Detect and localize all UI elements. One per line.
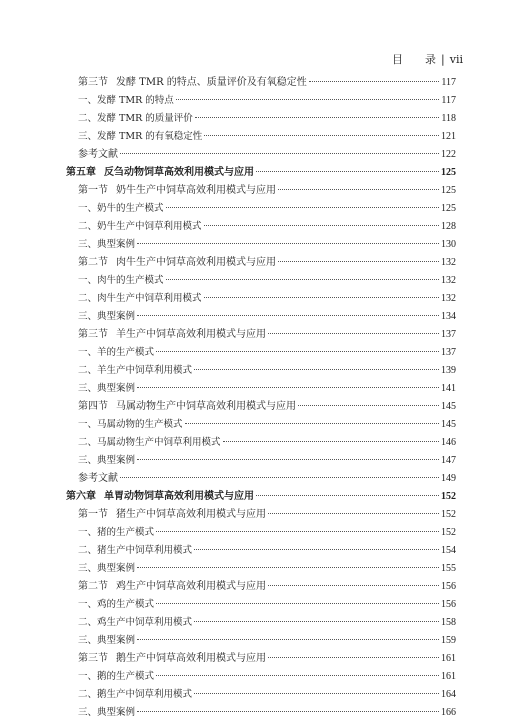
toc-page-number: 137	[441, 329, 456, 340]
toc-page-number: 156	[441, 581, 456, 592]
toc-entry-title: 三、典型案例	[78, 455, 136, 466]
toc-entry-number: 第三节	[78, 77, 108, 88]
toc-entry-title: 三、典型案例	[78, 563, 136, 574]
toc-leader-dots	[268, 333, 439, 334]
toc-entry-title: 三、发酵 TMR 的有氧稳定性	[78, 131, 203, 142]
toc-page-number: 141	[441, 383, 456, 394]
toc-page-number: 125	[441, 203, 456, 214]
toc-subsection-row[interactable]	[66, 686, 456, 704]
toc-leader-dots	[194, 549, 439, 550]
toc-entry-title: 三、典型案例	[78, 239, 136, 250]
toc-entry-title: 三、典型案例	[78, 707, 136, 718]
toc-subsection-row[interactable]	[66, 290, 456, 308]
toc-entry-title: 二、奶牛生产中饲草利用模式	[78, 221, 202, 232]
toc-entry-title: 鸡生产中饲草高效利用模式与应用	[116, 581, 266, 592]
toc-page-number: 134	[441, 311, 456, 322]
toc-page-number: 154	[441, 545, 456, 556]
toc-page-number: 117	[441, 77, 456, 88]
toc-section-row[interactable]	[66, 398, 456, 416]
toc-subsection-row[interactable]	[66, 236, 456, 254]
toc-leader-dots	[268, 657, 439, 658]
toc-subsection-row[interactable]	[66, 200, 456, 218]
toc-page-number: 130	[441, 239, 456, 250]
toc-leader-dots	[176, 99, 440, 100]
toc-leader-dots	[268, 513, 439, 514]
toc-subsection-row[interactable]	[66, 524, 456, 542]
toc-page-number: 147	[441, 455, 456, 466]
toc-leader-dots	[256, 495, 439, 496]
toc-entry-title: 猪生产中饲草高效利用模式与应用	[116, 509, 266, 520]
toc-leader-dots	[137, 567, 439, 568]
toc-subsection-row[interactable]	[66, 416, 456, 434]
toc-entry-title: 二、猪生产中饲草利用模式	[78, 545, 193, 556]
toc-entry-title: 二、肉牛生产中饲草利用模式	[78, 293, 202, 304]
toc-entry-title: 参考文献	[78, 149, 118, 160]
toc-entry-title: 二、鸡生产中饲草利用模式	[78, 617, 193, 628]
toc-entry-title: 一、鸡的生产模式	[78, 599, 155, 610]
toc-leader-dots	[278, 261, 439, 262]
toc-leader-dots	[278, 189, 439, 190]
table-of-contents	[66, 74, 456, 722]
toc-leader-dots	[268, 585, 439, 586]
toc-page-number: 145	[441, 401, 456, 412]
toc-page-number: 125	[441, 167, 456, 178]
toc-entry-title: 奶牛生产中饲草高效利用模式与应用	[116, 185, 276, 196]
toc-leader-dots	[156, 531, 439, 532]
toc-subsection-row[interactable]	[66, 344, 456, 362]
toc-entry-title: 二、发酵 TMR 的质量评价	[78, 113, 193, 124]
toc-subsection-row[interactable]	[66, 614, 456, 632]
toc-leader-dots	[309, 81, 440, 82]
toc-page-number: 152	[441, 491, 456, 502]
toc-leader-dots	[195, 117, 440, 118]
toc-chapter-row[interactable]	[66, 488, 456, 506]
toc-entry-title: 一、羊的生产模式	[78, 347, 155, 358]
toc-leader-dots	[298, 405, 439, 406]
toc-entry-number: 第四节	[78, 401, 108, 412]
toc-subsection-row[interactable]	[66, 272, 456, 290]
toc-leader-dots	[194, 621, 439, 622]
toc-subsection-row[interactable]	[66, 110, 456, 128]
toc-page-number: 132	[441, 293, 456, 304]
toc-leader-dots	[137, 387, 439, 388]
toc-entry-title: 肉牛生产中饲草高效利用模式与应用	[116, 257, 276, 268]
toc-section-row[interactable]	[66, 578, 456, 596]
toc-subsection-row[interactable]	[66, 542, 456, 560]
toc-entry-title: 一、马属动物的生产模式	[78, 419, 183, 430]
toc-leader-dots	[166, 207, 439, 208]
toc-page-number: 149	[441, 473, 456, 484]
toc-entry-title: 一、鹅的生产模式	[78, 671, 155, 682]
toc-entry-number: 第一节	[78, 185, 108, 196]
toc-entry-number: 第二节	[78, 581, 108, 592]
toc-entry-title: 参考文献	[78, 473, 118, 484]
toc-leader-dots	[166, 279, 439, 280]
toc-page-number: 145	[441, 419, 456, 430]
toc-subsection-row[interactable]	[66, 128, 456, 146]
toc-entry-number: 第五章	[66, 167, 96, 178]
toc-subsection-row[interactable]	[66, 560, 456, 578]
toc-leader-dots	[137, 711, 439, 712]
toc-leader-dots	[120, 153, 439, 154]
toc-chapter-row[interactable]	[66, 164, 456, 182]
toc-entry-title: 三、典型案例	[78, 311, 136, 322]
toc-leader-dots	[120, 477, 439, 478]
toc-entry-title: 一、肉牛的生产模式	[78, 275, 164, 286]
toc-entry-title: 马属动物生产中饲草高效利用模式与应用	[116, 401, 296, 412]
toc-section-row[interactable]	[66, 254, 456, 272]
toc-entry-number: 第三节	[78, 329, 108, 340]
toc-leader-dots	[204, 297, 439, 298]
toc-entry-title: 二、马属动物生产中饲草利用模式	[78, 437, 221, 448]
header-separator: |	[441, 52, 445, 66]
toc-page-number: 122	[441, 149, 456, 160]
toc-entry-title: 羊生产中饲草高效利用模式与应用	[116, 329, 266, 340]
header-section-char-1: 目	[392, 53, 404, 66]
toc-subsection-row[interactable]	[66, 632, 456, 650]
toc-leader-dots	[256, 171, 439, 172]
toc-page-number: 117	[441, 95, 456, 106]
page-header	[392, 51, 463, 67]
toc-entry-title: 二、鹅生产中饲草利用模式	[78, 689, 193, 700]
toc-page-number: 164	[441, 689, 456, 700]
toc-subsection-row[interactable]	[66, 704, 456, 722]
toc-page-number: 132	[441, 257, 456, 268]
toc-page-number: 152	[441, 509, 456, 520]
toc-entry-title: 三、典型案例	[78, 383, 136, 394]
header-section-char-2: 录	[425, 53, 437, 66]
toc-page-number: 159	[441, 635, 456, 646]
toc-page-number: 156	[441, 599, 456, 610]
toc-subsection-row[interactable]	[66, 452, 456, 470]
toc-entry-title: 反刍动物饲草高效利用模式与应用	[104, 167, 254, 178]
toc-entry-title: 一、猪的生产模式	[78, 527, 155, 538]
toc-entry-number: 第二节	[78, 257, 108, 268]
toc-section-row[interactable]	[66, 470, 456, 488]
toc-entry-title: 二、羊生产中饲草利用模式	[78, 365, 193, 376]
toc-leader-dots	[137, 459, 439, 460]
toc-section-row[interactable]	[66, 182, 456, 200]
toc-leader-dots	[204, 225, 439, 226]
toc-subsection-row[interactable]	[66, 362, 456, 380]
toc-entry-title: 一、奶牛的生产模式	[78, 203, 164, 214]
toc-subsection-row[interactable]	[66, 596, 456, 614]
toc-page-number: 146	[441, 437, 456, 448]
toc-entry-title: 鹅生产中饲草高效利用模式与应用	[116, 653, 266, 664]
toc-page-number: 121	[441, 131, 456, 142]
toc-section-row[interactable]	[66, 650, 456, 668]
toc-page-number: 132	[441, 275, 456, 286]
toc-page-number: 161	[441, 653, 456, 664]
toc-page-number: 155	[441, 563, 456, 574]
toc-leader-dots	[223, 441, 439, 442]
toc-leader-dots	[194, 693, 439, 694]
toc-subsection-row[interactable]	[66, 380, 456, 398]
toc-entry-title: 单胃动物饲草高效利用模式与应用	[104, 491, 254, 502]
toc-subsection-row[interactable]	[66, 92, 456, 110]
toc-leader-dots	[156, 603, 439, 604]
toc-entry-title: 发酵 TMR 的特点、质量评价及有氧稳定性	[116, 77, 307, 88]
toc-subsection-row[interactable]	[66, 218, 456, 236]
toc-page-number: 161	[441, 671, 456, 682]
toc-leader-dots	[137, 243, 439, 244]
toc-subsection-row[interactable]	[66, 434, 456, 452]
toc-leader-dots	[185, 423, 439, 424]
header-page-number: vii	[449, 52, 463, 66]
toc-leader-dots	[204, 135, 439, 136]
toc-page-number: 152	[441, 527, 456, 538]
toc-entry-number: 第一节	[78, 509, 108, 520]
toc-page-number: 125	[441, 185, 456, 196]
toc-section-row[interactable]	[66, 74, 456, 92]
toc-leader-dots	[137, 315, 439, 316]
toc-page-number: 128	[441, 221, 456, 232]
toc-page-number: 158	[441, 617, 456, 628]
toc-section-row[interactable]	[66, 506, 456, 524]
toc-leader-dots	[156, 675, 439, 676]
toc-subsection-row[interactable]	[66, 668, 456, 686]
toc-leader-dots	[156, 351, 439, 352]
toc-page-number: 118	[441, 113, 456, 124]
toc-section-row[interactable]	[66, 326, 456, 344]
toc-page-number: 166	[441, 707, 456, 718]
toc-subsection-row[interactable]	[66, 308, 456, 326]
toc-entry-title: 三、典型案例	[78, 635, 136, 646]
toc-leader-dots	[137, 639, 439, 640]
toc-entry-number: 第六章	[66, 491, 96, 502]
toc-entry-number: 第三节	[78, 653, 108, 664]
toc-page-number: 137	[441, 347, 456, 358]
toc-entry-title: 一、发酵 TMR 的特点	[78, 95, 174, 106]
toc-leader-dots	[194, 369, 439, 370]
toc-section-row[interactable]	[66, 146, 456, 164]
toc-page-number: 139	[441, 365, 456, 376]
